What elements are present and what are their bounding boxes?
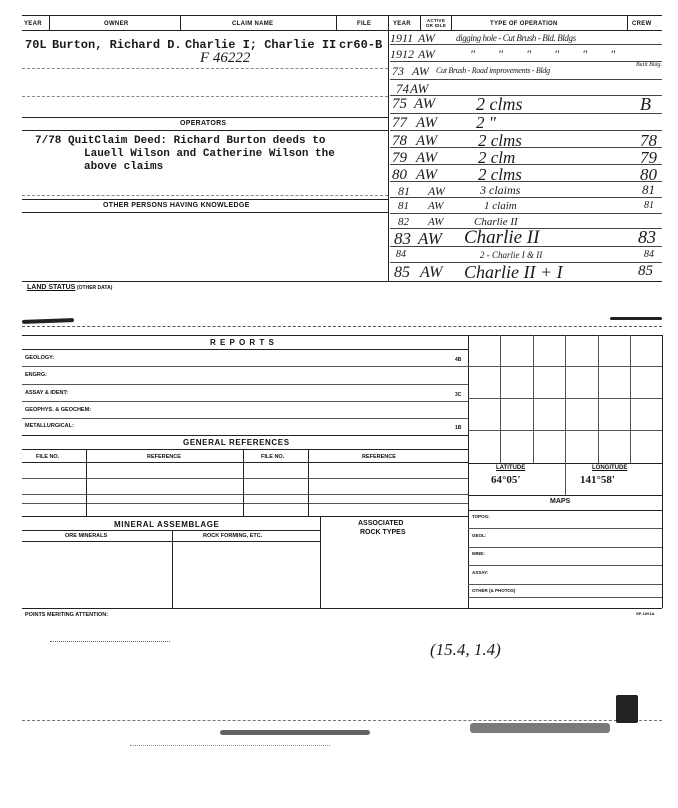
report-label: ASSAY & IDENT: (25, 390, 69, 396)
activity-year: 81 (398, 200, 409, 212)
form-code: SP-1601A (636, 611, 655, 616)
header-file: FILE (357, 21, 372, 27)
operators-entry-line-2: Lauell Wilson and Catherine Wilson the (84, 148, 335, 160)
activity-operation: 3 claims (480, 183, 521, 197)
activity-operation: digging hole - Cut Brush - Bld. Bldgs (456, 33, 576, 43)
activity-crew: 84 (644, 249, 654, 260)
activity-crew: B (640, 94, 651, 114)
land-status-label: LAND STATUS (27, 284, 76, 291)
maps-row-label: OTHER (& PHOTOS) (472, 588, 516, 593)
header-owner: OWNER (104, 21, 129, 27)
activity-year: 78 (392, 133, 407, 149)
activity-year: 1912 (390, 47, 414, 61)
maps-row-label: GEOL: (472, 533, 487, 538)
report-num: 4B (455, 357, 462, 363)
activity-operation: Cut Brush - Road improvements - Bldg (436, 66, 550, 75)
record-handwritten-code: F 46222 (200, 50, 251, 66)
land-status-sub: (OTHER DATA) (77, 285, 113, 291)
activity-status: AW (410, 81, 429, 96)
report-label: GEOLOGY: (25, 355, 55, 361)
record-year: 70L (25, 38, 47, 52)
ref-col-reference: REFERENCE (147, 454, 181, 460)
activity-status: AW (416, 150, 438, 166)
maps-row-label: TOPOG: (472, 514, 490, 519)
activity-crew: 81 (642, 182, 655, 197)
ore-minerals-label: ORE MINERALS (65, 533, 108, 539)
activity-operation: " " " " " " (470, 47, 626, 61)
other-persons-heading: OTHER PERSONS HAVING KNOWLEDGE (103, 202, 250, 209)
activity-status: AW (428, 216, 444, 228)
activity-operation: Charlie II (474, 216, 518, 228)
activity-crew: 85 (638, 263, 653, 279)
activity-operation: 2 clm (478, 148, 516, 167)
associated-label: ASSOCIATED (358, 520, 404, 527)
activity-operation: 1 claim (484, 200, 517, 212)
activity-crew: 80 (640, 165, 657, 184)
record-file: cr60-B (339, 38, 383, 52)
activity-status: AW (414, 96, 436, 112)
report-label: GEOPHYS. & GEOCHEM: (25, 407, 92, 413)
points-meriting-attention-label: POINTS MERITING ATTENTION: (25, 612, 109, 618)
activity-status: AW (416, 167, 438, 183)
report-num: 3C (455, 392, 462, 398)
activity-crew: 83 (638, 227, 656, 247)
activity-operation: 2 clms (478, 165, 522, 184)
activity-year: 80 (392, 167, 407, 183)
longitude-value: 141°58' (580, 474, 615, 486)
activity-year: 84 (396, 249, 406, 260)
activity-operation: 2 clms (478, 131, 522, 150)
general-references-heading: GENERAL REFERENCES (183, 438, 290, 447)
mineral-assemblage-heading: MINERAL ASSEMBLAGE (114, 520, 220, 529)
report-label: METALLURGICAL: (25, 423, 74, 429)
activity-status: AW (416, 115, 438, 131)
activity-year: 79 (392, 150, 407, 166)
activity-status: AW (418, 229, 442, 248)
activity-status: AW (416, 133, 438, 149)
maps-row-label: ASSAY: (472, 570, 489, 575)
activity-operation: 2 " (476, 113, 496, 132)
ref-col-file-no-2: FILE NO. (261, 454, 285, 460)
activity-status: AW (418, 31, 435, 45)
record-claim-name: Charlie I; Charlie II (185, 38, 337, 52)
latitude-label: LATITUDE (496, 465, 526, 471)
maps-heading: MAPS (550, 498, 571, 505)
record-owner: Burton, Richard D. (52, 38, 182, 52)
maps-row-label: MINE: (472, 551, 485, 556)
activity-status: AW (420, 264, 443, 281)
activity-status: AW (428, 184, 445, 198)
activity-crew: 81 (644, 200, 654, 211)
activity-crew: 78 (640, 131, 657, 150)
activity-operation: 2 - Charlie I & II (480, 250, 543, 260)
activity-year: 1911 (390, 31, 414, 45)
activity-crew: Built Bldg. (636, 62, 662, 68)
operators-entry-date: 7/78 (35, 135, 62, 147)
header-claim-name: CLAIM NAME (232, 21, 274, 27)
activity-operation: Charlie II + I (464, 262, 563, 282)
activity-operation: Charlie II (464, 227, 540, 248)
reports-heading: R E P O R T S (210, 338, 275, 347)
report-num: 1B (455, 425, 462, 431)
activity-status: AW (412, 64, 429, 78)
activity-year: 83 (394, 229, 411, 248)
activity-year: 75 (392, 96, 407, 112)
rock-types-label: ROCK TYPES (360, 529, 406, 536)
rock-forming-label: ROCK FORMING, ETC. (203, 533, 263, 539)
operators-entry-line-3: above claims (84, 161, 164, 173)
operators-heading: OPERATORS (180, 120, 227, 127)
operators-entry-line-1: QuitClaim Deed: Richard Burton deeds to (68, 135, 326, 147)
header-crew: CREW (632, 21, 652, 27)
activity-year: 82 (398, 216, 409, 228)
handwritten-note: (15.4, 1.4) (430, 640, 501, 659)
activity-crew: 79 (640, 148, 657, 167)
activity-status: AW (418, 47, 435, 61)
longitude-label: LONGITUDE (592, 465, 628, 471)
ref-col-file-no: FILE NO. (36, 454, 60, 460)
activity-year: 77 (392, 115, 407, 131)
activity-year: 74 (396, 81, 409, 96)
activity-operation: 2 clms (476, 94, 523, 114)
header-year-2: YEAR (393, 21, 411, 27)
report-label: ENGRG: (25, 372, 47, 378)
ref-col-reference-2: REFERENCE (362, 454, 396, 460)
activity-status: AW (428, 200, 444, 212)
header-year: YEAR (24, 21, 42, 27)
activity-year: 73 (392, 64, 404, 78)
activity-year: 85 (394, 264, 410, 281)
activity-year: 81 (398, 184, 410, 198)
header-active-idle: ACTIVE OR IDLE (425, 18, 447, 28)
header-type-of-operation: TYPE OF OPERATION (490, 21, 558, 27)
latitude-value: 64°05' (491, 474, 521, 486)
